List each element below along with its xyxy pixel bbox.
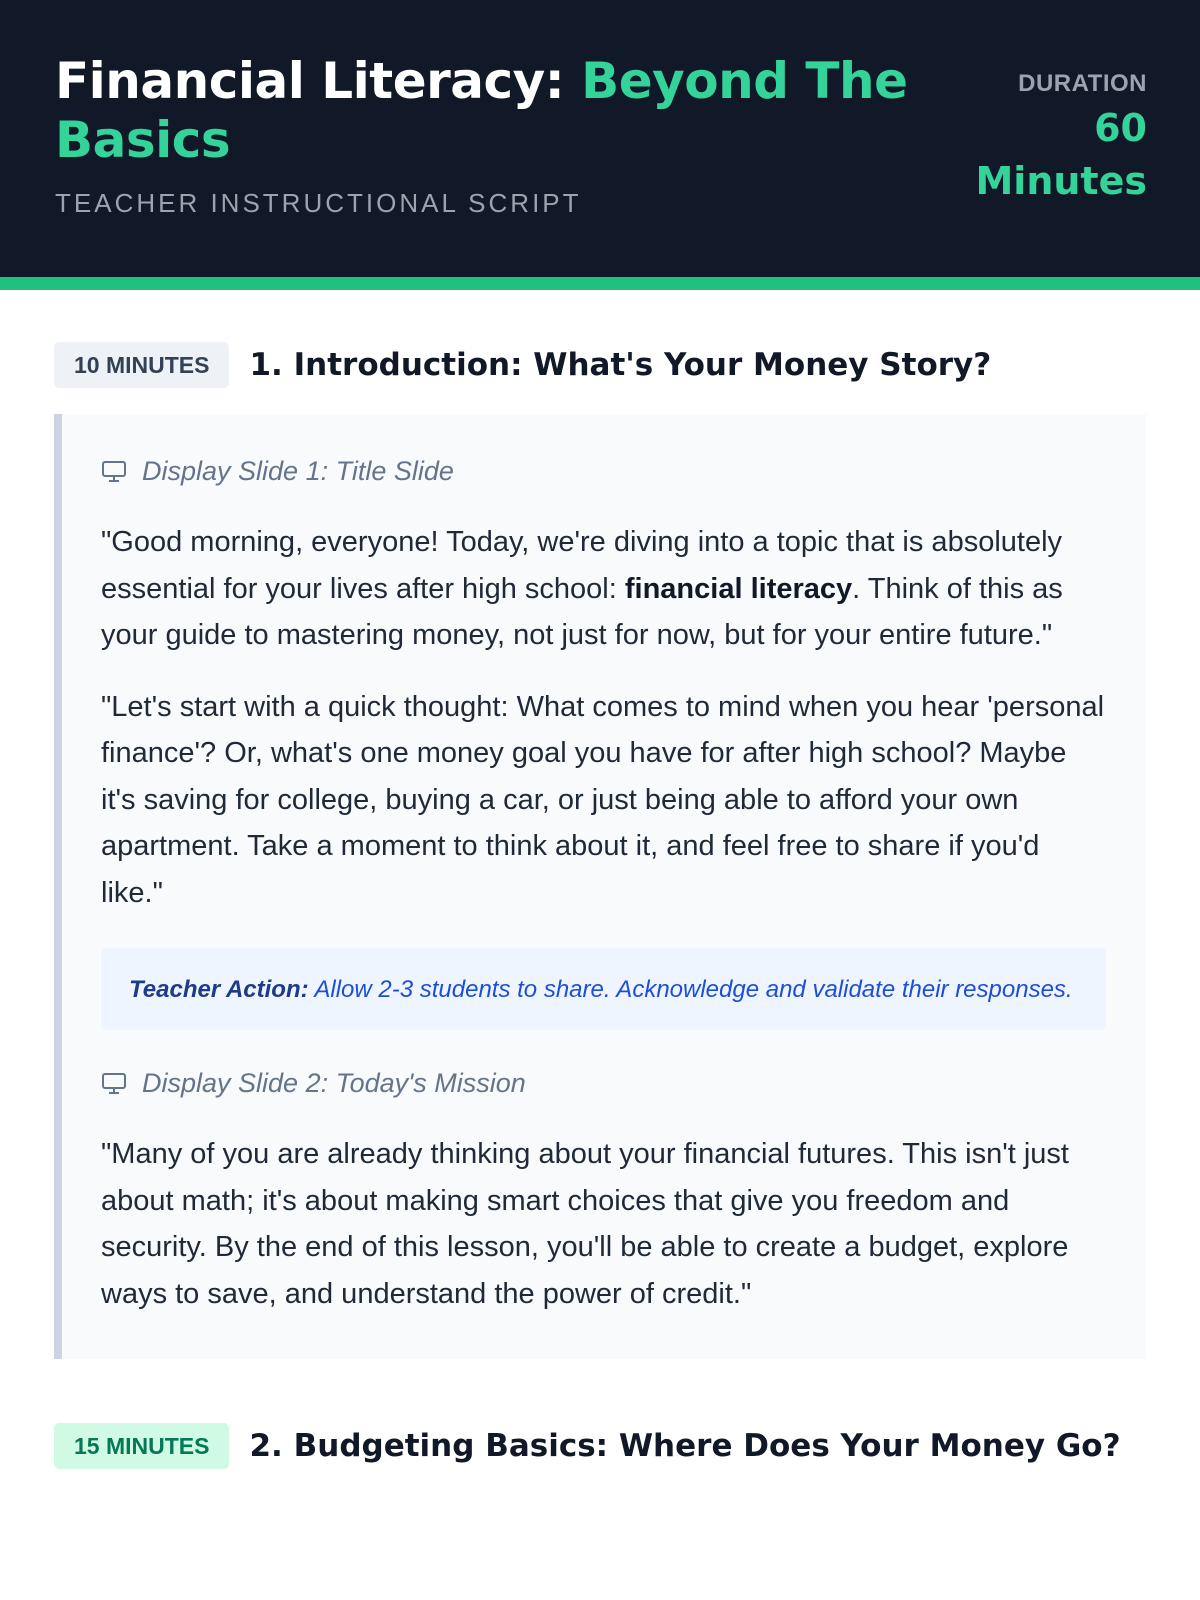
section-2-header	[54, 1423, 1146, 1469]
duration-block	[927, 70, 1147, 208]
teacher-action-label: Teacher Action:	[129, 976, 309, 1003]
slide-cue-1	[101, 456, 1106, 487]
monitor-icon	[101, 1072, 127, 1096]
key-term: financial literacy	[624, 572, 853, 605]
title-accent: Beyond The Basics	[55, 52, 908, 169]
slide-cue-2	[101, 1068, 1106, 1099]
section-2-title: 2. Budgeting Basics: Where Does Your Money Go?	[249, 1428, 1121, 1464]
script-paragraph-3: "Many of you are already thinking about your financial futures. This isn't just about math; it's about making smart choices that give you freedom and security. By the end of this lesson, you'll be able to create a budget, explore ways to save, and understand the power of credit."	[101, 1138, 1069, 1310]
script-paragraph-2: "Let's start with a quick thought: What comes to mind when you hear 'personal finance'? Or, what's one money goal you have for after high school? Maybe it's saving for college, buying a car, or just being able to afford your own apartment. Take a moment to think about it, and feel free to share if you'd like."	[101, 690, 1105, 909]
teacher-action-text: Allow 2-3 students to share. Acknowledge and validate their responses.	[308, 976, 1073, 1003]
section-1-script	[54, 414, 1146, 1359]
section-1-header	[54, 342, 1146, 388]
section-1-title: 1. Introduction: What's Your Money Story?	[249, 347, 992, 383]
script-paragraph-1	[101, 519, 1106, 659]
title-main: Financial Literacy:	[55, 52, 582, 110]
main-content	[0, 290, 1200, 1469]
paragraph-1-text-b: . Think of this as your guide to mastering money, not just for now, but for your entire future."	[101, 572, 1063, 651]
monitor-icon	[101, 460, 127, 484]
slide-cue-2-label: Display Slide 2: Today's Mission	[142, 1068, 526, 1098]
section-1-time-badge: 10 MINUTES	[54, 342, 229, 388]
slide-cue-1-label: Display Slide 1: Title Slide	[142, 456, 454, 486]
page-title	[55, 52, 935, 170]
paragraph-1-text-a: "Good morning, everyone! Today, we're diving into a topic that is absolutely essential for your lives after high school:	[101, 526, 1063, 605]
duration-label: DURATION	[1018, 70, 1147, 97]
section-2-time-badge: 15 MINUTES	[54, 1423, 229, 1469]
page-subtitle: TEACHER INSTRUCTIONAL SCRIPT	[55, 188, 582, 218]
page-header	[0, 0, 1200, 290]
duration-value: 60 Minutes	[975, 106, 1147, 203]
title-block	[55, 52, 935, 219]
teacher-action-note	[101, 948, 1106, 1030]
